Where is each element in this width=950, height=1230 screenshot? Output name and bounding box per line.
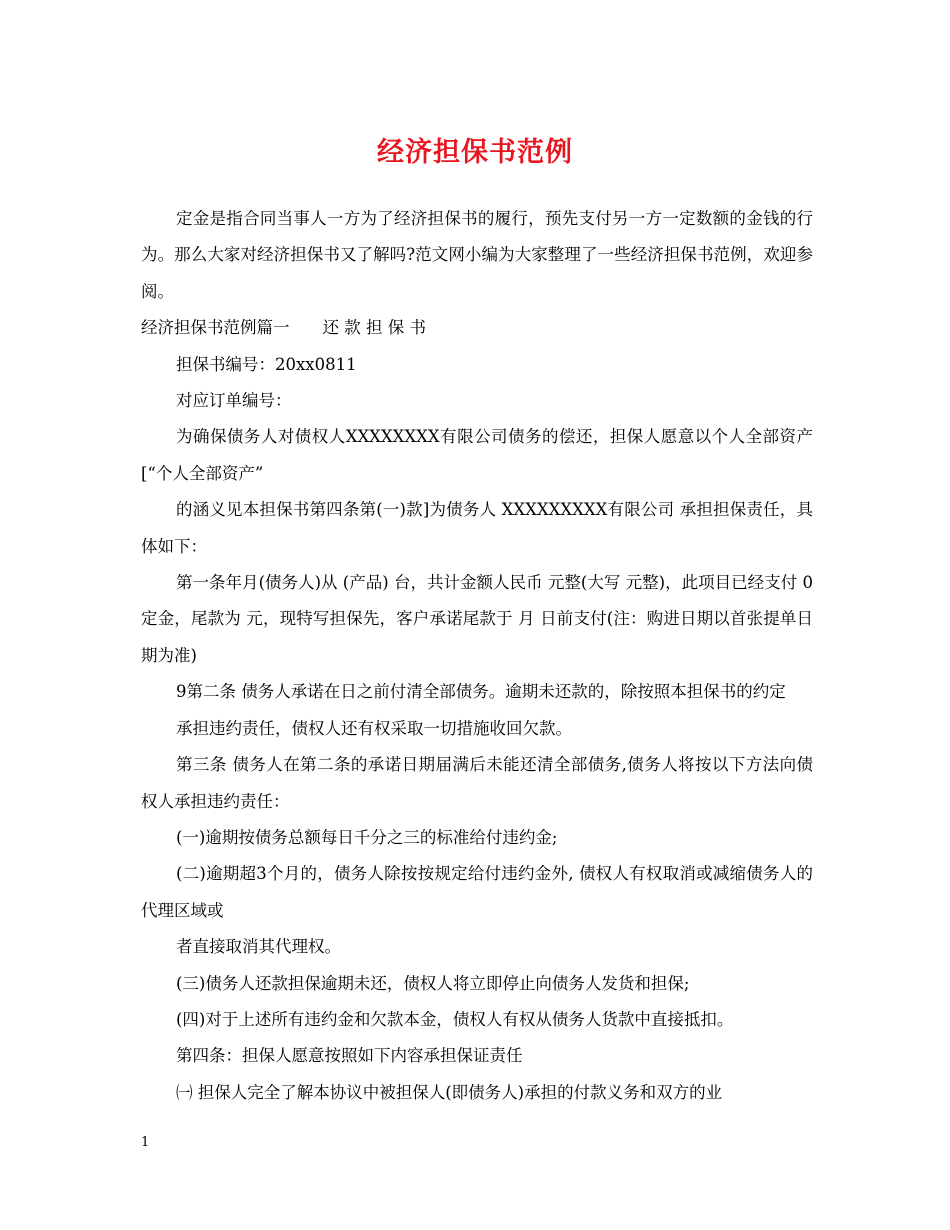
document-body [141,201,813,1111]
paragraph-article-1: 第一条年月(债务人)从 (产品) 台，共计金额人民币 元整(大写 元整)，此项目已经支付 0 定金，尾款为 元，现特写担保先，客户承诺尾款于 月 日前支付(注：购进日期以首张提单日期为准) [141,573,813,665]
paragraph-article-2-cont: 承担违约责任，债权人还有权采取一切措施收回欠款。 [176,718,572,738]
paragraph-article-3-item-2-cont: 者直接取消其代理权。 [176,937,341,957]
paragraph-article-3-item-4: (四)对于上述所有违约金和欠款本金，债权人有权从债务人货款中直接抵扣。 [176,1009,734,1029]
paragraph-intro: 定金是指合同当事人一方为了经济担保书的履行，预先支付另一方一定数额的金钱的行为。那么大家对经济担保书又了解吗?范文网小编为大家整理了一些经济担保书范例，欢迎参阅。 [141,209,813,301]
document-title: 经济担保书范例 [377,137,573,168]
paragraph-scope: 的涵义见本担保书第四条第(一)款]为债务人 XXXXXXXXX有限公司 承担担保责任，具体如下： [141,500,813,556]
paragraph-article-3-item-3: (三)债务人还款担保逾期未还，债权人将立即停止向债务人发货和担保; [176,973,690,993]
paragraph-article-2: 9第二条 债务人承诺在日之前付清全部债务。逾期未还款的，除按照本担保书的约定 [176,682,786,702]
paragraph-article-3-item-1: (一)逾期按债务总额每日千分之三的标准给付违约金; [176,827,558,847]
paragraph-purpose: 为确保债务人对债权人XXXXXXXX有限公司债务的偿还，担保人愿意以个人全部资产[“个人全部资产” [141,427,813,483]
paragraph-article-3-item-2: (二)逾期超3个月的，债务人除按按规定给付违约金外, 债权人有权取消或减缩债务人的代理区域或 [141,864,813,920]
paragraph-section-heading: 经济担保书范例篇一 还 款 担 保 书 [141,318,426,338]
paragraph-order-number: 对应订单编号： [176,391,292,411]
paragraph-article-4-item-1: ㈠ 担保人完全了解本协议中被担保人(即债务人)承担的付款义务和双方的业 [176,1082,723,1102]
page-number: 1 [141,1135,150,1150]
paragraph-article-4: 第四条：担保人愿意按照如下内容承担保证责任 [176,1046,523,1066]
paragraph-guarantee-number: 担保书编号：20xx0811 [176,354,357,374]
paragraph-article-3: 第三条 债务人在第二条的承诺日期届满后未能还清全部债务,债务人将按以下方法向债权人承担违约责任： [141,755,813,811]
